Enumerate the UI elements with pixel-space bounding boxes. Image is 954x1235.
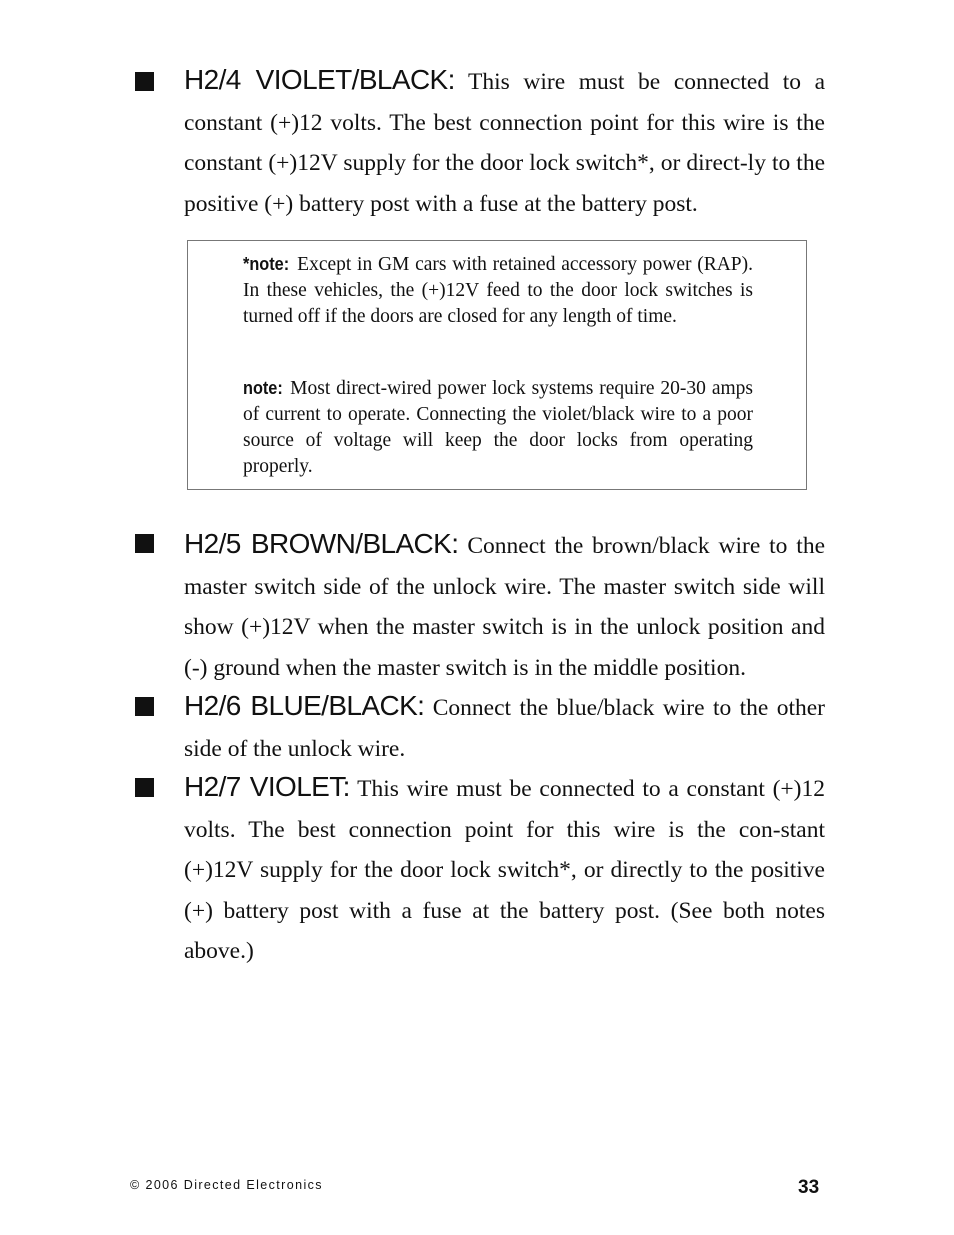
section-paragraph [184, 686, 825, 769]
section-heading: H2/7 VIOLET: [184, 771, 350, 802]
note-text: Most direct-wired power lock systems require 20-30 amps of current to operate. Connecting the violet/black wire to a poor source of voltage will keep the door locks from operating properly. [243, 378, 753, 477]
section-paragraph [184, 767, 825, 972]
section-text: Connect the blue/black wire to the other side of the unlock wire. [184, 695, 825, 762]
square-bullet-icon [135, 534, 154, 553]
section-text: This wire must be connected to a constant (+)12 volts. The best connection point for this wire is the constant (+)12V supply for the door lock switch*, or direct-ly to the positive (+) battery post with a fuse at the battery post. [184, 69, 826, 217]
footer-copyright: © 2006 Directed Electronics [130, 1178, 323, 1192]
square-bullet-icon [135, 697, 154, 716]
note-gm-rap [243, 251, 753, 330]
section-heading: H2/4 VIOLET/BLACK: [184, 64, 455, 95]
note-box [187, 240, 807, 490]
note-label: *note: [243, 253, 290, 274]
square-bullet-icon [135, 72, 154, 91]
section-paragraph [184, 524, 825, 688]
square-bullet-icon [135, 778, 154, 797]
section-text: This wire must be connected to a constant (+)12 volts. The best connection point for this wire is the con-stant (+)12V supply for the door lock switch*, or directly to the positive (+) battery post with a fuse at the battery post. (See both notes above.) [184, 776, 825, 964]
note-text: Except in GM cars with retained accessory power (RAP). In these vehicles, the (+)12V feed to the door lock switches is turned off if the doors are closed for any length of time. [243, 254, 754, 327]
note-label: note: [243, 377, 283, 398]
section-heading: H2/5 BROWN/BLACK: [184, 528, 459, 559]
section-heading: H2/6 BLUE/BLACK: [184, 690, 425, 721]
page-number: 33 [798, 1177, 820, 1198]
section-paragraph [184, 60, 825, 224]
note-current [243, 375, 753, 480]
section-text: Connect the brown/black wire to the master switch side of the unlock wire. The master switch side will show (+)12V when the master switch is in the unlock position and (-) ground when the master switch is in the middle position. [184, 533, 826, 681]
